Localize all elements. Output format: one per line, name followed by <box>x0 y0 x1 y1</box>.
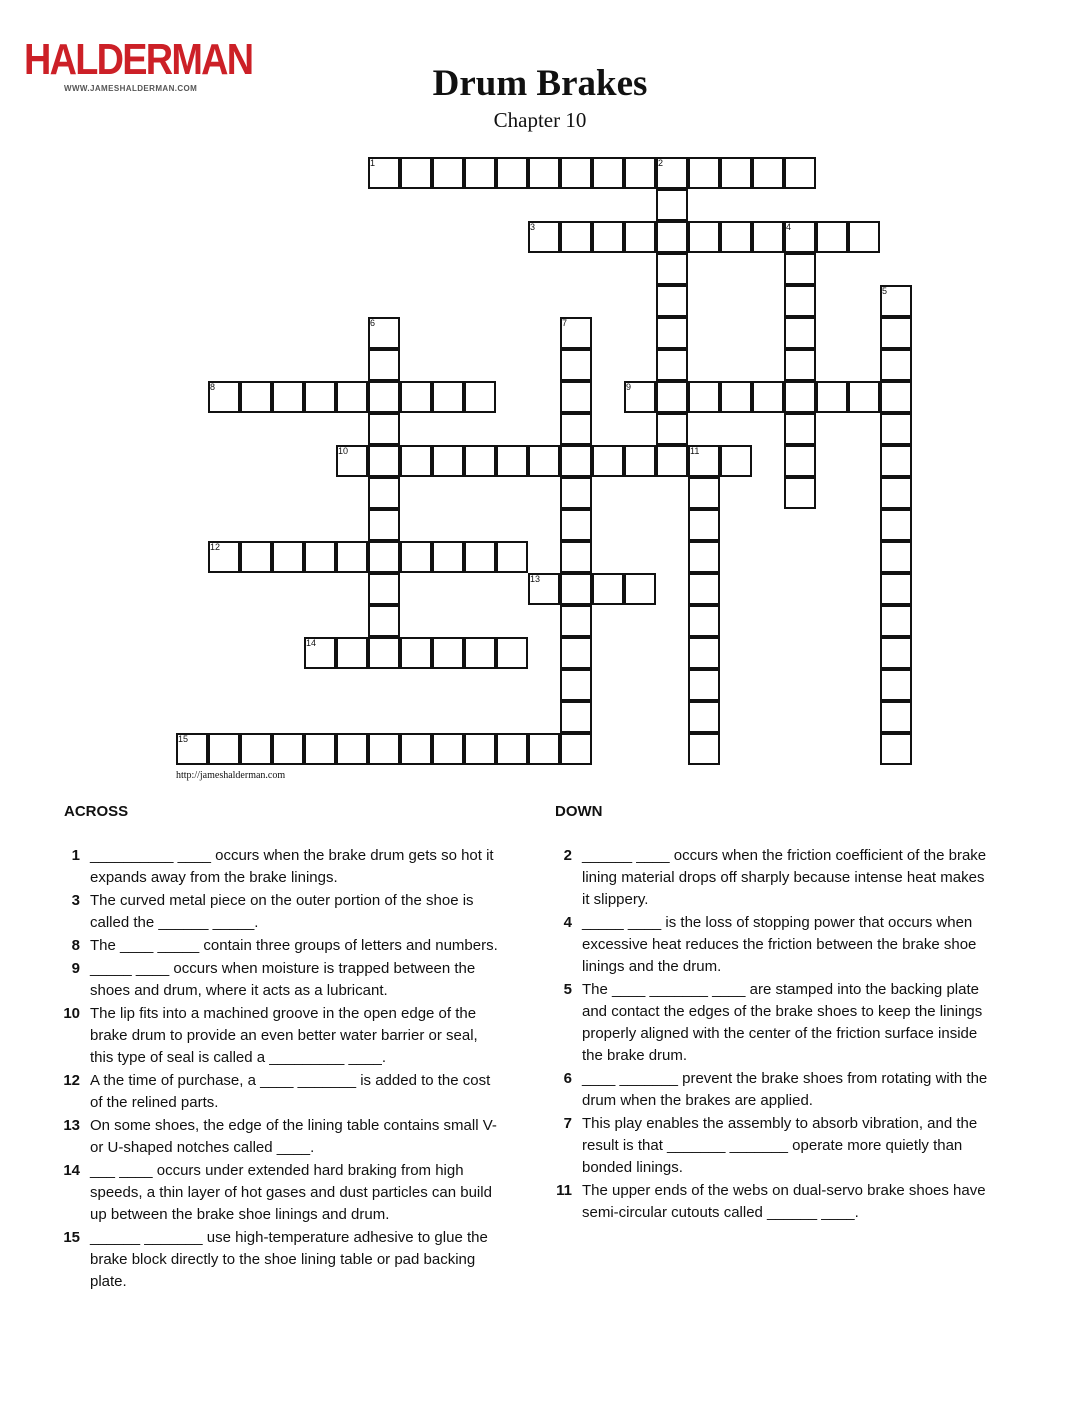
crossword-cell[interactable] <box>688 477 720 509</box>
cell-number: 6 <box>370 318 376 328</box>
crossword-cell[interactable] <box>880 637 912 669</box>
cell-number: 14 <box>306 638 317 648</box>
crossword-cell[interactable] <box>464 445 496 477</box>
crossword-cell[interactable] <box>560 413 592 445</box>
clue-number: 3 <box>71 892 80 909</box>
crossword-cell[interactable] <box>528 221 560 253</box>
crossword-cell[interactable] <box>528 733 560 765</box>
crossword-cell[interactable] <box>720 221 752 253</box>
crossword-cell[interactable] <box>880 413 912 445</box>
crossword-cell[interactable] <box>624 221 656 253</box>
crossword-cell[interactable] <box>688 637 720 669</box>
crossword-cell[interactable] <box>368 445 400 477</box>
crossword-cell[interactable] <box>624 573 656 605</box>
crossword-cell[interactable] <box>688 157 720 189</box>
crossword-cell[interactable] <box>656 317 688 349</box>
clue-number: 2 <box>563 847 572 864</box>
clue-number: 4 <box>563 914 572 931</box>
crossword-cell[interactable] <box>848 221 880 253</box>
crossword-cell[interactable] <box>368 605 400 637</box>
crossword-cell[interactable] <box>688 573 720 605</box>
crossword-cell[interactable] <box>752 381 784 413</box>
clue-number: 10 <box>63 1005 80 1022</box>
clue-text: ______ ____ occurs when the friction coefficient of the brake lining material drops off sharply because intense heat makes it slippery. <box>582 847 987 908</box>
clue-text: On some shoes, the edge of the lining table contains small V- or U-shaped notches called ____. <box>90 1117 497 1156</box>
crossword-cell[interactable] <box>848 381 880 413</box>
crossword-cell[interactable] <box>368 733 400 765</box>
crossword-cell[interactable] <box>784 381 816 413</box>
crossword-cell[interactable] <box>368 317 400 349</box>
crossword-cell[interactable] <box>816 381 848 413</box>
clue-item <box>554 912 994 978</box>
crossword-cell[interactable] <box>304 733 336 765</box>
crossword-cell[interactable] <box>784 157 816 189</box>
crossword-cell[interactable] <box>560 477 592 509</box>
crossword-cell[interactable] <box>688 381 720 413</box>
clue-text: The upper ends of the webs on dual-servo brake shoes have semi-circular cutouts called ______ ____. <box>582 1182 986 1221</box>
crossword-cell[interactable] <box>656 413 688 445</box>
crossword-cell[interactable] <box>496 733 528 765</box>
logo-wordmark: HALDERMAN <box>24 35 253 84</box>
crossword-cell[interactable] <box>560 701 592 733</box>
clue-item <box>62 935 502 957</box>
clue-number: 11 <box>556 1182 572 1199</box>
crossword-cell[interactable] <box>240 733 272 765</box>
crossword-cell[interactable] <box>368 349 400 381</box>
crossword-cell[interactable] <box>496 541 528 573</box>
logo-url: WWW.JAMESHALDERMAN.COM <box>64 84 198 93</box>
crossword-cell[interactable] <box>208 733 240 765</box>
crossword-cell[interactable] <box>560 381 592 413</box>
crossword-cell[interactable] <box>496 445 528 477</box>
crossword-cell[interactable] <box>688 509 720 541</box>
crossword-cell[interactable] <box>304 637 336 669</box>
crossword-cell[interactable] <box>432 541 464 573</box>
crossword-cell[interactable] <box>336 445 368 477</box>
crossword-cell[interactable] <box>688 701 720 733</box>
crossword-cell[interactable] <box>560 157 592 189</box>
crossword-cell[interactable] <box>272 733 304 765</box>
clue-item <box>62 1160 502 1226</box>
crossword-cell[interactable] <box>368 541 400 573</box>
clue-item <box>554 1113 994 1179</box>
crossword-cell[interactable] <box>368 637 400 669</box>
crossword-cell[interactable] <box>880 669 912 701</box>
crossword-cell[interactable] <box>624 381 656 413</box>
crossword-cell[interactable] <box>528 573 560 605</box>
clue-item <box>62 1227 502 1293</box>
clue-item <box>554 979 994 1067</box>
crossword-cell[interactable] <box>880 541 912 573</box>
crossword-cell[interactable] <box>752 221 784 253</box>
across-clue-list <box>62 845 502 1294</box>
crossword-cell[interactable] <box>784 349 816 381</box>
clue-item <box>62 958 502 1002</box>
crossword-cell[interactable] <box>368 477 400 509</box>
clue-number: 6 <box>563 1070 572 1087</box>
crossword-cell[interactable] <box>592 157 624 189</box>
clue-text: The lip fits into a machined groove in the open edge of the brake drum to provide an even better water barrier or seal, this type of seal is called a _________ ____. <box>90 1005 478 1066</box>
clue-item <box>62 845 502 889</box>
crossword-cell[interactable] <box>464 637 496 669</box>
crossword-cell[interactable] <box>208 541 240 573</box>
clue-text: _____ ____ occurs when moisture is trapped between the shoes and drum, where it acts as a lubricant. <box>90 960 476 999</box>
clue-text: A the time of purchase, a ____ _______ is added to the cost of the relined parts. <box>90 1072 491 1111</box>
crossword-cell[interactable] <box>432 381 464 413</box>
crossword-cell[interactable] <box>528 157 560 189</box>
crossword-cell[interactable] <box>560 605 592 637</box>
crossword-cell[interactable] <box>592 573 624 605</box>
clue-item <box>554 1180 994 1224</box>
crossword-cell[interactable] <box>368 157 400 189</box>
crossword-cell[interactable] <box>560 573 592 605</box>
crossword-cell[interactable] <box>880 573 912 605</box>
down-heading: DOWN <box>555 803 603 820</box>
clue-text: The ____ _______ ____ are stamped into the backing plate and contact the edges of the brake shoes to keep the linings properly aligned with the center of the friction surface inside the brake drum. <box>582 981 983 1064</box>
cell-number: 9 <box>626 382 632 392</box>
crossword-cell[interactable] <box>272 541 304 573</box>
cell-number: 3 <box>530 222 536 232</box>
crossword-cell[interactable] <box>624 157 656 189</box>
clue-text: ___ ____ occurs under extended hard braking from high speeds, a thin layer of hot gases and dust particles can build up between the brake shoe linings and drum. <box>90 1162 492 1223</box>
crossword-cell[interactable] <box>752 157 784 189</box>
crossword-cell[interactable] <box>176 733 208 765</box>
crossword-cell[interactable] <box>336 381 368 413</box>
clue-text: __________ ____ occurs when the brake drum gets so hot it expands away from the brake linings. <box>90 847 494 886</box>
crossword-cell[interactable] <box>784 445 816 477</box>
crossword-cell[interactable] <box>560 637 592 669</box>
crossword-cell[interactable] <box>880 381 912 413</box>
crossword-cell[interactable] <box>560 445 592 477</box>
clue-item <box>62 1003 502 1069</box>
crossword-cell[interactable] <box>368 573 400 605</box>
crossword-cell[interactable] <box>400 381 432 413</box>
crossword-cell[interactable] <box>688 445 720 477</box>
crossword-cell[interactable] <box>656 381 688 413</box>
clue-text: The ____ _____ contain three groups of letters and numbers. <box>90 937 498 954</box>
crossword-cell[interactable] <box>784 285 816 317</box>
crossword-cell[interactable] <box>240 541 272 573</box>
clue-number: 5 <box>563 981 572 998</box>
crossword-cell[interactable] <box>656 157 688 189</box>
crossword-cell[interactable] <box>528 445 560 477</box>
clue-item <box>62 1115 502 1159</box>
clue-item <box>554 1068 994 1112</box>
crossword-cell[interactable] <box>880 317 912 349</box>
site-url: http://jameshalderman.com <box>176 770 286 781</box>
crossword-cell[interactable] <box>784 477 816 509</box>
crossword-cell[interactable] <box>656 349 688 381</box>
clue-text: _____ ____ is the loss of stopping power that occurs when excessive heat reduces the friction between the brake shoe linings and the drum. <box>582 914 977 975</box>
cell-number: 13 <box>530 574 541 584</box>
crossword-cell[interactable] <box>336 541 368 573</box>
clue-item <box>62 890 502 934</box>
clue-text: This play enables the assembly to absorb vibration, and the result is that _______ _______ operate more quietly than bonded linings. <box>582 1115 978 1176</box>
crossword-cell[interactable] <box>432 445 464 477</box>
cell-number: 10 <box>338 446 349 456</box>
crossword-cell[interactable] <box>336 637 368 669</box>
crossword-cell[interactable] <box>688 541 720 573</box>
crossword-cell[interactable] <box>464 381 496 413</box>
clue-item <box>62 1070 502 1114</box>
cell-number: 11 <box>690 446 700 456</box>
crossword-cell[interactable] <box>688 669 720 701</box>
crossword-cell[interactable] <box>656 253 688 285</box>
clue-number: 14 <box>63 1162 80 1179</box>
clue-number: 8 <box>71 937 80 954</box>
crossword-cell[interactable] <box>368 413 400 445</box>
crossword-cell[interactable] <box>624 445 656 477</box>
crossword-cell[interactable] <box>240 381 272 413</box>
crossword-cell[interactable] <box>496 157 528 189</box>
crossword-cell[interactable] <box>592 445 624 477</box>
crossword-cell[interactable] <box>304 541 336 573</box>
crossword-cell[interactable] <box>656 285 688 317</box>
clue-number: 1 <box>71 847 80 864</box>
crossword-cell[interactable] <box>464 157 496 189</box>
crossword-cell[interactable] <box>400 637 432 669</box>
crossword-cell[interactable] <box>784 253 816 285</box>
crossword-cell[interactable] <box>880 733 912 765</box>
clue-number: 12 <box>63 1072 80 1089</box>
page-subtitle: Chapter 10 <box>493 108 587 132</box>
across-heading: ACROSS <box>64 803 129 820</box>
cell-number: 15 <box>178 734 189 744</box>
crossword-cell[interactable] <box>880 349 912 381</box>
crossword-cell[interactable] <box>816 221 848 253</box>
crossword-cell[interactable] <box>560 349 592 381</box>
cell-number: 8 <box>210 382 216 392</box>
clue-number: 15 <box>63 1229 80 1246</box>
crossword-cell[interactable] <box>720 381 752 413</box>
crossword-cell[interactable] <box>432 733 464 765</box>
crossword-cell[interactable] <box>560 733 592 765</box>
cell-number: 12 <box>210 542 221 552</box>
cell-number: 4 <box>786 222 792 232</box>
crossword-cell[interactable] <box>496 637 528 669</box>
crossword-cell[interactable] <box>432 157 464 189</box>
clue-number: 7 <box>563 1115 572 1132</box>
crossword-cell[interactable] <box>336 733 368 765</box>
crossword-cell[interactable] <box>400 733 432 765</box>
crossword-cell[interactable] <box>400 157 432 189</box>
cell-number: 5 <box>882 286 888 296</box>
crossword-cell[interactable] <box>432 637 464 669</box>
crossword-cell[interactable] <box>560 541 592 573</box>
crossword-cell[interactable] <box>880 285 912 317</box>
crossword-cell[interactable] <box>688 605 720 637</box>
clue-item <box>554 845 994 911</box>
crossword-cell[interactable] <box>272 381 304 413</box>
crossword-cell[interactable] <box>592 221 624 253</box>
crossword-cell[interactable] <box>400 445 432 477</box>
crossword-cell[interactable] <box>784 317 816 349</box>
clue-text: ______ _______ use high-temperature adhesive to glue the brake block directly to the shoe lining table or pad backing plate. <box>90 1229 488 1290</box>
cell-number: 2 <box>658 158 664 168</box>
clue-number: 9 <box>71 960 80 977</box>
crossword-cell[interactable] <box>688 733 720 765</box>
crossword-cell[interactable] <box>304 381 336 413</box>
crossword-cell[interactable] <box>784 221 816 253</box>
crossword-cell[interactable] <box>880 477 912 509</box>
clue-number: 13 <box>63 1117 80 1134</box>
crossword-cell[interactable] <box>464 541 496 573</box>
crossword-cell[interactable] <box>656 189 688 221</box>
crossword-cell[interactable] <box>656 221 688 253</box>
crossword-cell[interactable] <box>720 157 752 189</box>
crossword-cell[interactable] <box>880 701 912 733</box>
crossword-cell[interactable] <box>208 381 240 413</box>
crossword-cell[interactable] <box>560 669 592 701</box>
cell-number: 7 <box>562 318 568 328</box>
down-clue-list <box>554 845 994 1225</box>
crossword-cell[interactable] <box>400 541 432 573</box>
crossword-cell[interactable] <box>464 733 496 765</box>
crossword-cell[interactable] <box>688 221 720 253</box>
cell-number: 1 <box>370 158 376 168</box>
crossword-cell[interactable] <box>368 509 400 541</box>
crossword-cell[interactable] <box>368 381 400 413</box>
crossword-cell[interactable] <box>560 221 592 253</box>
crossword-cell[interactable] <box>880 605 912 637</box>
crossword-cell[interactable] <box>880 509 912 541</box>
crossword-cell[interactable] <box>720 445 752 477</box>
page-title: Drum Brakes <box>432 63 648 104</box>
crossword-cell[interactable] <box>560 509 592 541</box>
crossword-cell[interactable] <box>656 445 688 477</box>
clue-text: The curved metal piece on the outer portion of the shoe is called the ______ _____. <box>90 892 474 931</box>
crossword-cell[interactable] <box>784 413 816 445</box>
crossword-cell[interactable] <box>880 445 912 477</box>
clue-text: ____ _______ prevent the brake shoes from rotating with the drum when the brakes are applied. <box>582 1070 988 1109</box>
crossword-cell[interactable] <box>560 317 592 349</box>
